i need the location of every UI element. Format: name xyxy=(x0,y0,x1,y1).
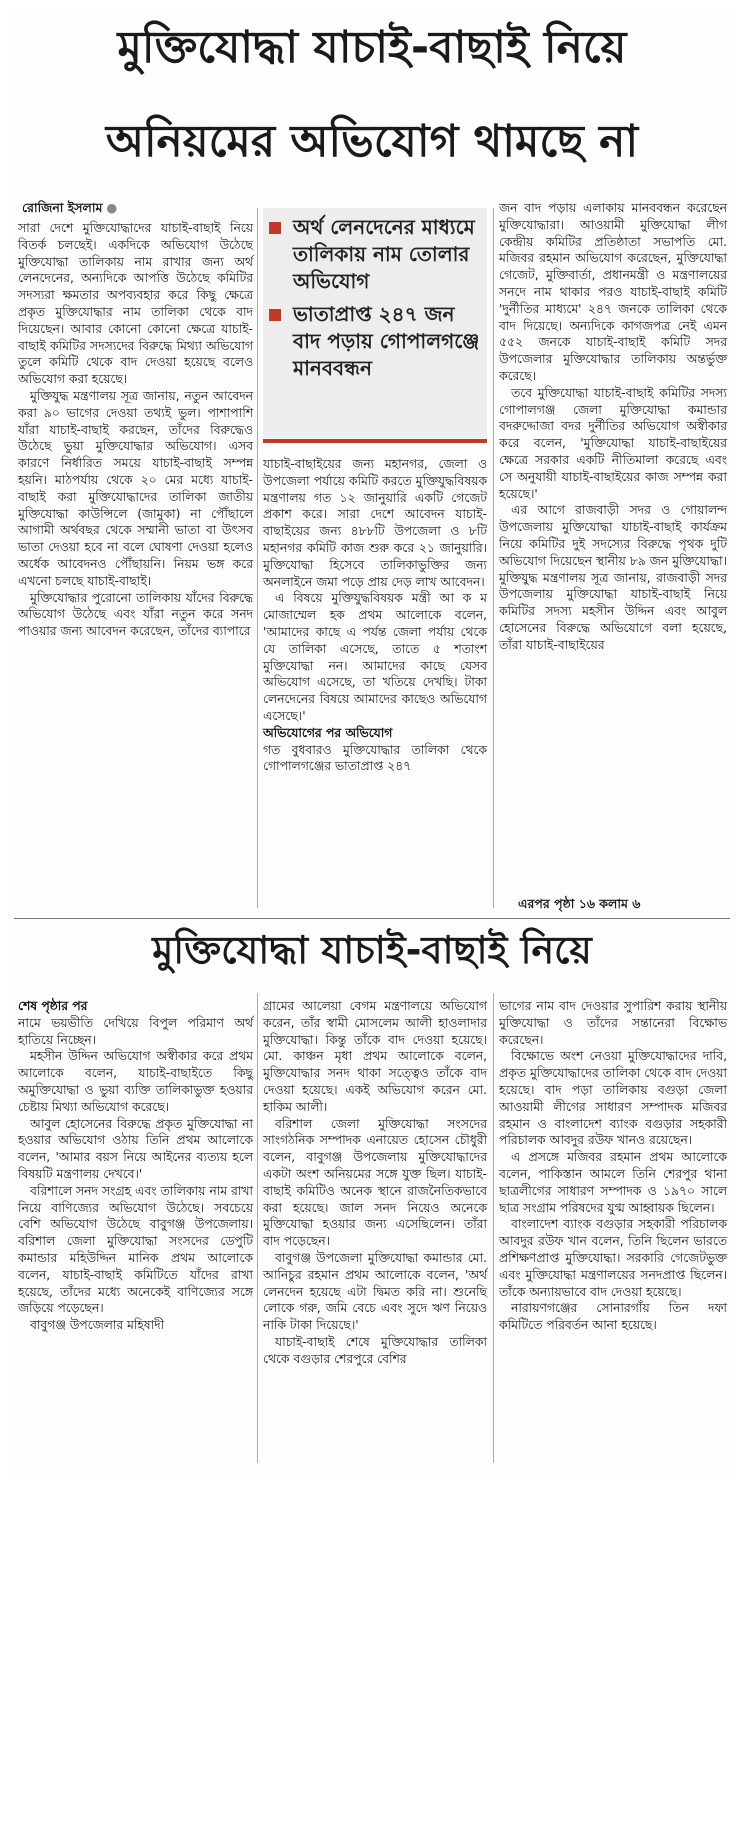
column-divider xyxy=(493,208,494,908)
paragraph: বাবুগঞ্জ উপজেলা মুক্তিযোদ্ধা কমান্ডার মো. আনিচুর রহমান প্রথম আলোকে বলেন, 'অর্থ লেনদেন হয়েছে এটা দ্বিমত করি না। শুনেছি লোকে গরু, জমি বেচে এবং সুদে ঋণ নিয়েও নাকি টাকা দিয়েছে।' xyxy=(263,1250,487,1333)
jump-column-2 xyxy=(263,998,487,1368)
paragraph: নারায়ণগঞ্জের সোনারগাঁয় তিন দফা কমিটিতে পরিবর্তন আনা হয়েছে। xyxy=(499,1301,727,1333)
column-divider xyxy=(493,993,494,1463)
highlight-item xyxy=(263,301,487,382)
paragraph: সারা দেশে মুক্তিযোদ্ধাদের যাচাই-বাছাই নিয়ে বিতর্ক চলছেই। একদিকে অভিযোগ উঠেছে মুক্তিযোদ্ধা তালিকায় নাম রাখার জন্য অর্থ লেনদেনের, অন্যদিকে আপত্তি উঠেছে কমিটির সদস্যরা ক্ষমতার অপব্যবহার করে কিছু ক্ষেত্রে প্রকৃত মুক্তিযোদ্ধার নাম তালিকা থেকে বাদ দিয়েছেন। আবার কোনো কোনো ক্ষেত্রে যাচাই-বাছাই কমিটির সদস্যদের বিরুদ্ধে মিথ্যা অভিযোগ তুলে কমিটি থেকে বাদ দেওয়া হয়েছে বলেও অভিযোগ করা হয়েছে। xyxy=(18,221,253,387)
paragraph: মুক্তিযোদ্ধার পুরোনো তালিকায় যাঁদের বিরুদ্ধে অভিযোগ উঠেছে এবং যাঁরা নতুন করে সনদ পাওয়ার জন্য আবেদন করেছেন, তাঁদের ব্যাপারে xyxy=(18,590,253,639)
jump-column-1 xyxy=(18,998,253,1334)
paragraph: এ বিষয়ে মুক্তিযুদ্ধবিষয়ক মন্ত্রী আ ক ম মোজাম্মেল হক প্রথম আলোকে বলেন, 'আমাদের কাছে এ পর্যন্ত জেলা পর্যায় থেকে যে তালিকা এসেছে, তাতে ৫ শতাংশ মুক্তিযোদ্ধা নন। আমাদের কাছে যেসব অভিযোগ এসেছে, তা খতিয়ে দেখছি। টাকা লেনদেনের বিষয়ে আমাদের কাছেও অভিযোগ এসেছে।' xyxy=(263,591,487,723)
article-column-1 xyxy=(18,220,253,640)
highlight-text: ভাতাপ্রাপ্ত ২৪৭ জন বাদ পড়ায় গোপালগঞ্জে মানববন্ধন xyxy=(293,302,480,380)
paragraph: বরিশালে সনদ সংগ্রহ এবং তালিকায় নাম রাখা নিয়ে বাণিজ্যের অভিযোগ উঠেছে। সবচেয়ে বেশি অভিযোগ উঠেছে বাবুগঞ্জ উপজেলায়। বরিশাল জেলা মুক্তিযোদ্ধা সংসদের ডেপুটি কমান্ডার মহিউদ্দিন মানিক প্রথম আলোকে বলেন, যাচাই-বাছাই কমিটিতে যাঁদের রাখা হয়েছে, তাঁদের মধ্যে অনেকেই বাণিজ্যের সঙ্গে জড়িয়ে পড়েছেন। xyxy=(18,1183,253,1316)
paragraph: ভাগের নাম বাদ দেওয়ার সুপারিশ করায় স্থানীয় মুক্তিযোদ্ধা ও তাঁদের সন্তানেরা বিক্ষোভ করেছেন। xyxy=(499,999,727,1047)
paragraph: বাংলাদেশ ব্যাংক বগুড়ার সহকারী পরিচালক আবদুর রউফ খান বলেন, তিনি ছিলেন ভারতে প্রশিক্ষণপ্রাপ্ত মুক্তিযোদ্ধা। সরকারি গেজেটভুক্ত এবং মুক্তিযোদ্ধা মন্ত্রণালয়ের সনদপ্রাপ্ত ছিলেন। তাঁকে অন্যায়ভাবে বাদ দেওয়া হয়েছে। xyxy=(499,1217,727,1299)
paragraph: বরিশাল জেলা মুক্তিযোদ্ধা সংসদের সাংগঠনিক সম্পাদক এনায়েত হোসেন চৌধুরী বলেন, বাবুগঞ্জ উপজেলায় মুক্তিযোদ্ধাদের একটা অংশ অনিয়মের সঙ্গে যুক্ত ছিল। যাচাই-বাছাই কমিটিও অনেক স্থানে রাজনৈতিকভাবে করা হয়েছে। জাল সনদ নিয়েও অনেকে মুক্তিযোদ্ধা হওয়ার জন্য এসেছিলেন। তাঁরা বাদ পড়েছেন। xyxy=(263,1116,487,1249)
subheading: অভিযোগের পর অভিযোগ xyxy=(263,725,393,740)
jump-column-3 xyxy=(499,998,727,1334)
paragraph: বিক্ষোভে অংশ নেওয়া মুক্তিযোদ্ধাদের দাবি, প্রকৃত মুক্তিযোদ্ধাদের তালিকা থেকে বাদ দেওয়া হয়েছে। বাদ পড়া তালিকায় বগুড়া জেলা আওয়ামী লীগের সাধারণ সম্পাদক মজিবর রহমান ও বাংলাদেশ ব্যাংক বগুড়ার সহকারী পরিচালক আবদুর রউফ খানও রয়েছেন। xyxy=(499,1049,727,1148)
headline-line-1: মুক্তিযোদ্ধা যাচাই-বাছাই নিয়ে xyxy=(117,22,627,73)
continued-on-notice: এরপর পৃষ্ঠা ১৬ কলাম ৬ xyxy=(518,896,641,911)
red-square-bullet-icon xyxy=(269,309,281,321)
paragraph: মুক্তিযুদ্ধ মন্ত্রণালয় সূত্র জানায়, নতুন আবেদন করা ৯০ ভাগের দেওয়া তথ্যই ভুল। পাশাপাশি যাঁরা যাচাই-বাছাই করছেন, তাঁদের বিরুদ্ধেও উঠেছে ভুয়া মুক্তিযোদ্ধার অভিযোগ। এসব কারণে নির্ধারিত সময়ে যাচাই-বাছাই সম্পন্ন হয়নি। মাঠপর্যায় থেকে ২০ মের মধ্যে যাচাই-বাছাই করা মুক্তিযোদ্ধাদের তালিকা জাতীয় মুক্তিযোদ্ধা কাউন্সিলে (জামুকা) না পৌঁছালে আগামী অর্থবছর থেকে সম্মানী ভাতা বা উৎসব ভাতা দেওয়া হবে না বলে ঘোষণা দেওয়া হলেও অর্ধেক আবেদনও পৌঁছায়নি। নিয়ম ভঙ্গ করে এখনো চলছে যাচাই-বাছাই। xyxy=(18,388,253,588)
jump-headline: মুক্তিযোদ্ধা যাচাই-বাছাই নিয়ে xyxy=(152,928,592,972)
column-divider xyxy=(257,208,258,908)
paragraph: মহসীন উদ্দিন অভিযোগ অস্বীকার করে প্রথম আলোকে বলেন, যাচাই-বাছাইতে কিছু অমুক্তিযোদ্ধা ও ভুয়া ব্যক্তি তালিকাভুক্ত হওয়ার চেষ্টায় মিথ্যা অভিযোগ করেছে। xyxy=(18,1049,253,1114)
highlight-item xyxy=(263,214,487,295)
byline-name: রোজিনা ইসলাম xyxy=(22,200,103,215)
paragraph: তবে মুক্তিযোদ্ধা যাচাই-বাছাই কমিটির সদস্য গোপালগঞ্জ জেলা মুক্তিযোদ্ধা কমান্ডার বদরুদ্দোজা বদর দুর্নীতির অভিযোগ অস্বীকার করে বলেন, 'মুক্তিযোদ্ধা যাচাই-বাছাইয়ের ক্ষেত্রে সরকার একটি নীতিমালা করেছে এবং সে অনুযায়ী যাচাই-বাছাইয়ের কাজ সম্পন্ন করা হয়েছে।' xyxy=(499,385,727,501)
paragraph: এর আগে রাজবাড়ী সদর ও গোয়ালন্দ উপজেলায় মুক্তিযোদ্ধা যাচাই-বাছাই কার্যক্রম নিয়ে কমিটির দুই সদস্যের বিরুদ্ধে পৃথক দুটি অভিযোগ দিয়েছেন স্থানীয় ৮৯ জন মুক্তিযোদ্ধা। মুক্তিযুদ্ধ মন্ত্রণালয় সূত্র জানায়, রাজবাড়ী সদর উপজেলায় মুক্তিযোদ্ধা যাচাই-বাছাই নিয়ে কমিটির সদস্য মহসীন উদ্দিন এবং আবুল হোসেনের বিরুদ্ধে অভিযোগে বলা হয়েছে, তাঁরা যাচাই-বাছাইয়ের xyxy=(499,503,727,652)
paragraph: যাচাই-বাছাই শেষে মুক্তিযোদ্ধার তালিকা থেকে বগুড়ার শেরপুরে বেশির xyxy=(263,1334,487,1366)
byline-dot-icon: ● xyxy=(106,200,118,215)
byline xyxy=(22,200,117,220)
section-divider xyxy=(14,918,730,919)
highlight-text: অর্থ লেনদেনের মাধ্যমে তালিকায় নাম তোলার অভিযোগ xyxy=(293,215,475,293)
column-divider xyxy=(257,993,258,1463)
article-column-2 xyxy=(263,456,487,775)
paragraph: যাচাই-বাছাইয়ের জন্য মহানগর, জেলা ও উপজেলা পর্যায়ে কমিটি করতে মুক্তিযুদ্ধবিষয়ক মন্ত্রণালয় গত ১২ জানুয়ারি একটি গেজেট প্রকাশ করে। সারা দেশে আবেদন যাচাই-বাছাইয়ের জন্য ৪৮৮টি উপজেলা ও ৮টি মহানগর কমিটি কাজ শুরু করে ২১ জানুয়ারি। মুক্তিযোদ্ধা হিসেবে তালিকাভুক্তির জন্য অনলাইনে জমা পড়ে প্রায় দেড় লাখ আবেদন। xyxy=(263,457,487,589)
red-square-bullet-icon xyxy=(269,222,281,234)
headline-line-2: অনিয়মের অভিযোগ থামছে না xyxy=(105,116,639,167)
paragraph: নামে ভয়ভীতি দেখিয়ে বিপুল পরিমাণ অর্থ হাতিয়ে নিচ্ছেন। xyxy=(18,1015,253,1047)
paragraph: বাবুগঞ্জ উপজেলার মহিষাদী xyxy=(30,1318,165,1333)
article-column-3 xyxy=(499,200,727,654)
newspaper-clipping xyxy=(8,8,736,1480)
paragraph: আবুল হোসেনের বিরুদ্ধে প্রকৃত মুক্তিযোদ্ধা না হওয়ার অভিযোগ ওঠায় তিনি প্রথম আলোকে বলেন, 'আমার বয়স নিয়ে আইনের ব্যত্যয় হলে বিষয়টি মন্ত্রণালয় দেখবে।' xyxy=(18,1116,253,1181)
paragraph: জন বাদ পড়ায় এলাকায় মানববন্ধন করেছেন মুক্তিযোদ্ধারা। আওয়ামী মুক্তিযোদ্ধা লীগ কেন্দ্রীয় কমিটির প্রতিষ্ঠাতা সভাপতি মো. মজিবর রহমান অভিযোগ করেছেন, মুক্তিযোদ্ধা গেজেট, মুক্তিবার্তা, প্রধানমন্ত্রী ও মন্ত্রণালয়ের সনদে নাম থাকার পরও যাচাই-বাছাই কমিটি 'দুর্নীতির মাধ্যমে' ২৪৭ জনকে তালিকা থেকে বাদ দিয়েছে। অন্যদিকে কাগজপত্র নেই এমন ৫৫২ জনকে যাচাই-বাছাই কমিটি সদর উপজেলার মুক্তিযোদ্ধার তালিকায় অন্তর্ভুক্ত করেছে। xyxy=(499,201,727,383)
paragraph: এ প্রসঙ্গে মজিবর রহমান প্রথম আলোকে বলেন, পাকিস্তান আমলে তিনি শেরপুর থানা ছাত্রলীগের সাধারণ সম্পাদক ও ১৯৭০ সালে ছাত্র সংগ্রাম পরিষদের যুগ্ম আহ্বায়ক ছিলেন। xyxy=(499,1150,727,1215)
highlight-box xyxy=(263,208,487,438)
paragraph: গ্রামের আলেয়া বেগম মন্ত্রণালয়ে অভিযোগ করেন, তাঁর স্বামী মোসলেম আলী হাওলাদার মুক্তিযোদ্ধা। কিন্তু তাঁকে বাদ দেওয়া হয়েছে। মো. কাঞ্চন মৃধা প্রথম আলোকে বলেন, মুক্তিযোদ্ধার সনদ থাকা সত্ত্বেও তাঁকে বাদ দেওয়া হয়েছে। একই অভিযোগ করেন মো. হাকিম আলী। xyxy=(263,999,487,1114)
paragraph: গত বুধবারও মুক্তিযোদ্ধার তালিকা থেকে গোপালগঞ্জের ভাতাপ্রাপ্ত ২৪৭ xyxy=(263,742,487,774)
highlight-underline xyxy=(263,439,487,443)
continued-from-label: শেষ পৃষ্ঠার পর xyxy=(18,999,88,1013)
